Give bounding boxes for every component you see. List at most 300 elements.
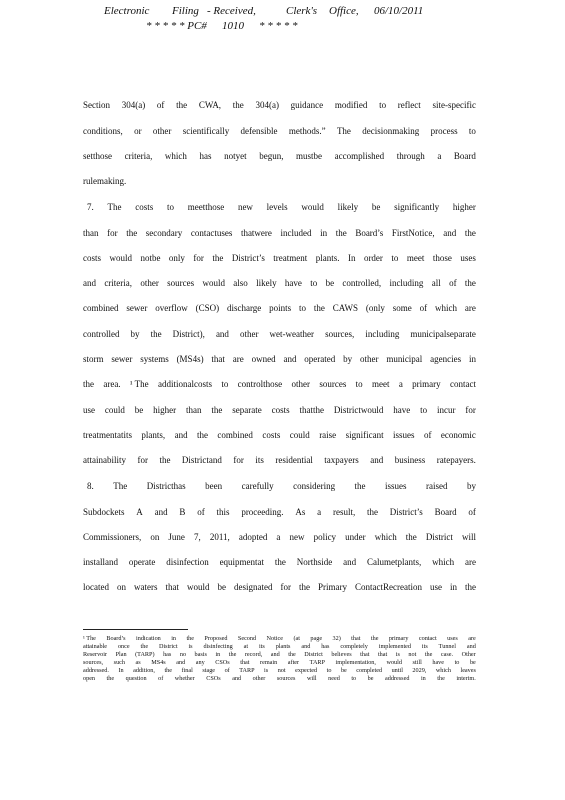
footnote-word: has	[321, 643, 330, 650]
footnote-word: the	[186, 635, 194, 642]
body-word: other	[291, 379, 310, 389]
body-line	[83, 405, 476, 416]
body-word: significantly	[394, 202, 440, 212]
footnote-word: is	[264, 667, 269, 674]
body-word: to	[310, 278, 318, 288]
footnote-line	[83, 651, 476, 659]
body-word: modified	[334, 100, 368, 110]
footnote-line	[83, 643, 476, 651]
footnote-word: the	[288, 651, 296, 658]
footnote-word: its	[258, 643, 265, 650]
footnote-word: ¹ The	[83, 635, 96, 642]
header-word: 1010	[222, 20, 244, 32]
body-word: likely	[337, 202, 359, 212]
body-word: use	[83, 405, 95, 415]
body-word: operate	[128, 557, 156, 567]
body-word: controlled,	[342, 278, 382, 288]
body-line	[83, 557, 476, 568]
body-word: also	[233, 278, 248, 288]
body-word: guidance	[290, 100, 324, 110]
body-word: Subdockets	[83, 507, 125, 517]
body-word: taxpayers	[324, 455, 359, 465]
body-word: to	[468, 126, 476, 136]
footnote-word: In	[118, 667, 124, 674]
body-word: to	[299, 303, 307, 313]
footnote-word: be	[340, 667, 347, 674]
body-word: issues	[385, 481, 407, 491]
footnote-word: plants	[275, 643, 291, 650]
body-word: 304(a)	[255, 100, 279, 110]
body-word: would	[187, 582, 210, 592]
body-word: will	[461, 532, 476, 542]
body-word: process	[430, 126, 458, 136]
body-word: could	[289, 430, 310, 440]
body-word: the	[83, 379, 94, 389]
footnote-word: and	[301, 643, 311, 650]
body-word: and	[83, 278, 96, 288]
body-word: conditions,	[83, 126, 123, 136]
body-word: equipmentat	[219, 557, 265, 567]
body-word: CWA,	[198, 100, 222, 110]
footnote-word: interim.	[456, 675, 476, 682]
body-word: waters	[134, 582, 158, 592]
footnote-word: attainable	[83, 643, 108, 650]
footnote-word: and	[270, 651, 280, 658]
footnote-word: after	[287, 659, 300, 666]
body-word: the	[367, 507, 378, 517]
body-word: on	[117, 582, 126, 592]
body-word: the	[211, 405, 223, 415]
footnote-word: at	[243, 643, 249, 650]
footnote-word: that	[351, 635, 361, 642]
footnote-word: (at	[293, 635, 300, 642]
body-word: be	[325, 278, 335, 288]
body-word: raise	[319, 430, 337, 440]
body-word: scientifically	[182, 126, 230, 136]
body-word: costs	[135, 202, 154, 212]
body-word: have	[284, 278, 302, 288]
body-word: sources	[319, 379, 347, 389]
footnote-word: any	[195, 659, 205, 666]
body-word: 7.	[87, 202, 94, 212]
body-word: controlled	[83, 329, 120, 339]
body-word: would	[301, 202, 324, 212]
body-word: policy	[313, 532, 337, 542]
body-word: business	[394, 455, 426, 465]
body-word: be	[217, 582, 226, 592]
footnote-word: the	[370, 635, 379, 642]
body-word: carefully	[241, 481, 274, 491]
body-word: accomplished	[334, 151, 385, 161]
body-word: likely	[256, 278, 277, 288]
footnote-word: remain	[260, 659, 278, 666]
footnote-word: implemented	[378, 643, 412, 650]
body-word: a	[398, 379, 403, 389]
body-word: to	[355, 379, 363, 389]
body-word: mustbe	[296, 151, 323, 161]
footnote-word: indication	[136, 635, 161, 642]
body-line	[83, 253, 476, 264]
footnote-word: the	[140, 643, 149, 650]
body-word: that	[165, 582, 179, 592]
body-word: and	[370, 455, 384, 465]
body-word: for	[193, 253, 204, 263]
footnote-word: and	[176, 659, 186, 666]
body-word: treatmentatits	[83, 430, 132, 440]
body-word: adopted	[238, 532, 268, 542]
body-word: overflow	[155, 303, 188, 313]
body-word: owned	[251, 354, 276, 364]
footnote-word: and	[232, 675, 242, 682]
body-word: to	[221, 379, 229, 389]
footnote-word: need	[328, 675, 340, 682]
body-line	[83, 176, 476, 187]
footnote-word: the	[228, 651, 237, 658]
footnote-word: not	[277, 667, 286, 674]
body-word: The	[113, 481, 128, 491]
body-word: incur	[437, 405, 456, 415]
body-word: new	[289, 532, 305, 542]
body-word: thatthe	[299, 405, 324, 415]
body-word: decisionmaking	[362, 126, 420, 136]
body-word: residential	[275, 455, 313, 465]
body-word: 7,	[194, 532, 201, 542]
body-word: disinfection	[166, 557, 209, 567]
body-word: contactuses	[190, 228, 233, 238]
body-word: under	[345, 532, 366, 542]
footnote-word: the	[424, 651, 433, 658]
footnote-word: expected	[295, 667, 318, 674]
body-word: only	[168, 253, 185, 263]
body-word: rulemaking.	[83, 176, 127, 186]
footnote-word: still	[412, 659, 422, 666]
body-word: that	[211, 354, 225, 364]
footnote-word: contact	[418, 635, 437, 642]
body-word: 2011,	[209, 532, 230, 542]
body-word: storm	[83, 354, 104, 364]
footnote-word: and	[466, 643, 476, 650]
body-line	[83, 278, 476, 289]
body-word: for	[137, 455, 148, 465]
header-word: Office,	[329, 5, 359, 17]
body-word: District	[425, 532, 453, 542]
body-word: a	[317, 507, 322, 517]
body-word: considering	[293, 481, 336, 491]
footnote-word: not	[408, 651, 417, 658]
body-word: for	[280, 582, 291, 592]
body-word: meet	[406, 253, 425, 263]
footnote-word: open	[83, 675, 96, 682]
footnote-word: believes	[331, 651, 352, 658]
body-word: costs	[262, 430, 281, 440]
footnote-word: MS4s	[151, 659, 166, 666]
body-word: for	[465, 405, 476, 415]
footnote-word: has	[163, 651, 172, 658]
footnote-word: uses	[447, 635, 458, 642]
body-word: located	[83, 582, 109, 592]
body-word: in	[320, 228, 328, 238]
body-word: and	[174, 430, 188, 440]
footnote-word: no	[179, 651, 187, 658]
body-word: uses	[460, 253, 476, 263]
footnote-word: completely	[340, 643, 368, 650]
body-word: sewer	[126, 303, 148, 313]
footnote-separator	[83, 629, 188, 630]
footnote-word: completed	[356, 667, 383, 674]
body-word: notyet	[224, 151, 247, 161]
footnote-word: Reservoir	[83, 651, 108, 658]
header-word: Clerk's	[286, 5, 318, 17]
body-word: thatwere	[240, 228, 272, 238]
footnote-word: such	[113, 659, 125, 666]
footnote-word: CSOs	[215, 659, 230, 666]
body-word: Northside	[296, 557, 333, 567]
body-word: and	[443, 228, 457, 238]
body-word: or	[134, 126, 142, 136]
body-word: for	[233, 455, 244, 465]
footnote-word: Notice	[266, 635, 284, 642]
body-word: defensible	[240, 126, 278, 136]
body-word: plants.	[315, 253, 340, 263]
body-word: setthose	[83, 151, 112, 161]
body-word: Districthas	[146, 481, 186, 491]
body-word: attainability	[83, 455, 126, 465]
body-word: Commissioners,	[83, 532, 142, 542]
body-word: Board	[434, 507, 457, 517]
footnote-word: Other	[461, 651, 476, 658]
body-line	[83, 228, 476, 239]
body-word: levels	[266, 202, 288, 212]
body-line	[83, 329, 476, 340]
header-word: * * * * * PC#	[146, 20, 207, 32]
footnote-word: is	[188, 643, 193, 650]
body-word: are	[232, 354, 244, 364]
body-word: costs	[271, 405, 290, 415]
body-word: primary	[412, 379, 441, 389]
body-word: (only	[365, 303, 385, 313]
footnote-word: basis	[194, 651, 207, 658]
body-word: have	[393, 405, 411, 415]
body-word: be	[134, 405, 144, 415]
body-word: would	[202, 278, 225, 288]
body-word: higher	[153, 405, 177, 415]
body-line	[83, 303, 476, 314]
body-word: other	[140, 278, 159, 288]
body-line	[83, 430, 476, 441]
body-word: B	[179, 507, 186, 517]
body-word: of	[423, 430, 432, 440]
footnote-word: addition,	[133, 667, 155, 674]
body-line	[83, 100, 476, 111]
body-word: CAWS	[332, 303, 359, 313]
body-word: the	[465, 582, 476, 592]
body-word: which	[434, 303, 457, 313]
footnote-word: are	[468, 635, 476, 642]
footnote-word: page	[310, 635, 323, 642]
footnote-word: to	[351, 675, 357, 682]
body-word: on	[150, 532, 160, 542]
body-word: of	[468, 507, 476, 517]
body-word: systems	[140, 354, 169, 364]
body-word: the	[464, 228, 476, 238]
body-word: which	[374, 532, 397, 542]
body-word: the	[299, 582, 310, 592]
body-word: 8.	[87, 481, 94, 491]
body-word: criteria,	[124, 151, 153, 161]
body-line	[83, 379, 476, 390]
body-word: which	[432, 557, 455, 567]
footnote-word: addressed	[385, 675, 410, 682]
body-word: agencies	[430, 354, 462, 364]
body-word: of	[197, 507, 205, 517]
body-line	[83, 354, 476, 365]
body-line	[87, 202, 476, 213]
body-word: included	[280, 228, 312, 238]
body-word: sources,	[325, 329, 355, 339]
footnote-word: question	[125, 675, 147, 682]
body-word: the	[405, 532, 417, 542]
body-word: than	[83, 228, 99, 238]
body-word: methods.”	[288, 126, 326, 136]
footnote-word: addressed.	[83, 667, 109, 674]
body-word: for	[107, 228, 118, 238]
body-word: a	[437, 151, 442, 161]
footnote-word: until	[391, 667, 403, 674]
body-word: other	[152, 126, 172, 136]
body-word: District’s	[231, 253, 265, 263]
body-word: economic	[440, 430, 476, 440]
footnote-word: 2029,	[412, 667, 427, 674]
body-word: some	[392, 303, 412, 313]
body-word: could	[104, 405, 125, 415]
body-word: The	[336, 126, 351, 136]
footnote-word: which	[435, 667, 451, 674]
body-word: in	[468, 354, 476, 364]
footnote-word: District	[304, 651, 323, 658]
body-word: are	[464, 303, 476, 313]
footnote-word: case.	[440, 651, 454, 658]
footnote-word: of	[224, 667, 230, 674]
body-word: its	[255, 455, 264, 465]
body-word: treatment	[273, 253, 308, 263]
body-word: been	[205, 481, 223, 491]
body-word: criteria,	[104, 278, 133, 288]
body-word: the	[313, 303, 325, 313]
footnote-word: the	[164, 667, 172, 674]
footnote-word: is	[395, 651, 400, 658]
footnote-word: to	[454, 659, 460, 666]
footnote-word: record,	[244, 651, 263, 658]
body-word: by	[466, 481, 476, 491]
footnote-word: Proposed	[204, 635, 228, 642]
body-word: the	[354, 481, 366, 491]
body-word: 304(a)	[121, 100, 146, 110]
footnote-line	[83, 667, 476, 675]
body-word: (MS4s)	[176, 354, 204, 364]
body-word: including	[389, 278, 424, 288]
body-word: plants,	[141, 430, 166, 440]
footnote-word: have	[432, 659, 445, 666]
footnote-line	[83, 635, 476, 643]
body-word: sewer	[111, 354, 133, 364]
body-word: to	[420, 405, 428, 415]
body-line	[83, 455, 476, 466]
body-line	[87, 481, 476, 492]
body-word: reflect	[397, 100, 421, 110]
body-word: those	[432, 253, 452, 263]
body-word: June	[168, 532, 185, 542]
body-word: to	[391, 253, 399, 263]
body-word: ratepayers.	[436, 455, 476, 465]
body-word: to	[166, 202, 174, 212]
footnote-word: CSOs	[206, 675, 221, 682]
footnote-word: be	[469, 659, 476, 666]
body-word: Board’s	[355, 228, 384, 238]
body-line	[83, 126, 476, 137]
header-word: Electronic	[104, 5, 150, 17]
body-word: Section	[83, 100, 110, 110]
footnote-word: its	[421, 643, 428, 650]
body-word: the	[176, 100, 188, 110]
footnote-word: once	[117, 643, 130, 650]
footnote-line	[83, 675, 476, 683]
body-word: (CSO)	[195, 303, 220, 313]
body-word: by	[130, 329, 140, 339]
body-word: Calumetplants,	[367, 557, 422, 567]
body-word: Districtwould	[333, 405, 384, 415]
body-word: other	[239, 329, 259, 339]
footnote-word: will	[306, 675, 317, 682]
body-word: the	[212, 253, 224, 263]
footnote-word: in	[215, 651, 221, 658]
footnote-word: in	[420, 675, 426, 682]
body-word: result,	[332, 507, 356, 517]
body-word: raised	[426, 481, 448, 491]
body-word: ContactRecreation	[355, 582, 422, 592]
body-word: begun,	[259, 151, 284, 161]
footnote-word: would	[386, 659, 402, 666]
body-word: In	[347, 253, 356, 263]
body-word: municipalseparate	[410, 329, 476, 339]
body-word: The	[107, 202, 122, 212]
body-word: all	[431, 278, 441, 288]
footnote-word: as	[135, 659, 141, 666]
footnote-word: that	[377, 651, 388, 658]
body-word: has	[199, 151, 212, 161]
body-word: Board	[453, 151, 476, 161]
footnote-word: disinfecting	[203, 643, 233, 650]
body-word: order	[363, 253, 383, 263]
body-word: Districtand	[181, 455, 222, 465]
body-line	[83, 532, 476, 543]
footnote-word: final	[181, 667, 193, 674]
body-word: Primary	[318, 582, 347, 592]
body-word: A	[136, 507, 143, 517]
body-word: site-specific	[432, 100, 476, 110]
footnote-word: that	[360, 651, 370, 658]
body-line	[83, 151, 476, 162]
body-word: discharge	[226, 303, 262, 313]
footnote-word: that	[240, 659, 250, 666]
body-word: and	[343, 557, 357, 567]
footnote-word: primary	[388, 635, 409, 642]
header-word: 06/10/2011	[374, 5, 424, 17]
body-word: FirstNotice,	[391, 228, 435, 238]
footnote-word: 32)	[332, 635, 341, 642]
body-word: operated	[304, 354, 336, 364]
body-word: installand	[83, 557, 118, 567]
footnote-line	[83, 659, 476, 667]
